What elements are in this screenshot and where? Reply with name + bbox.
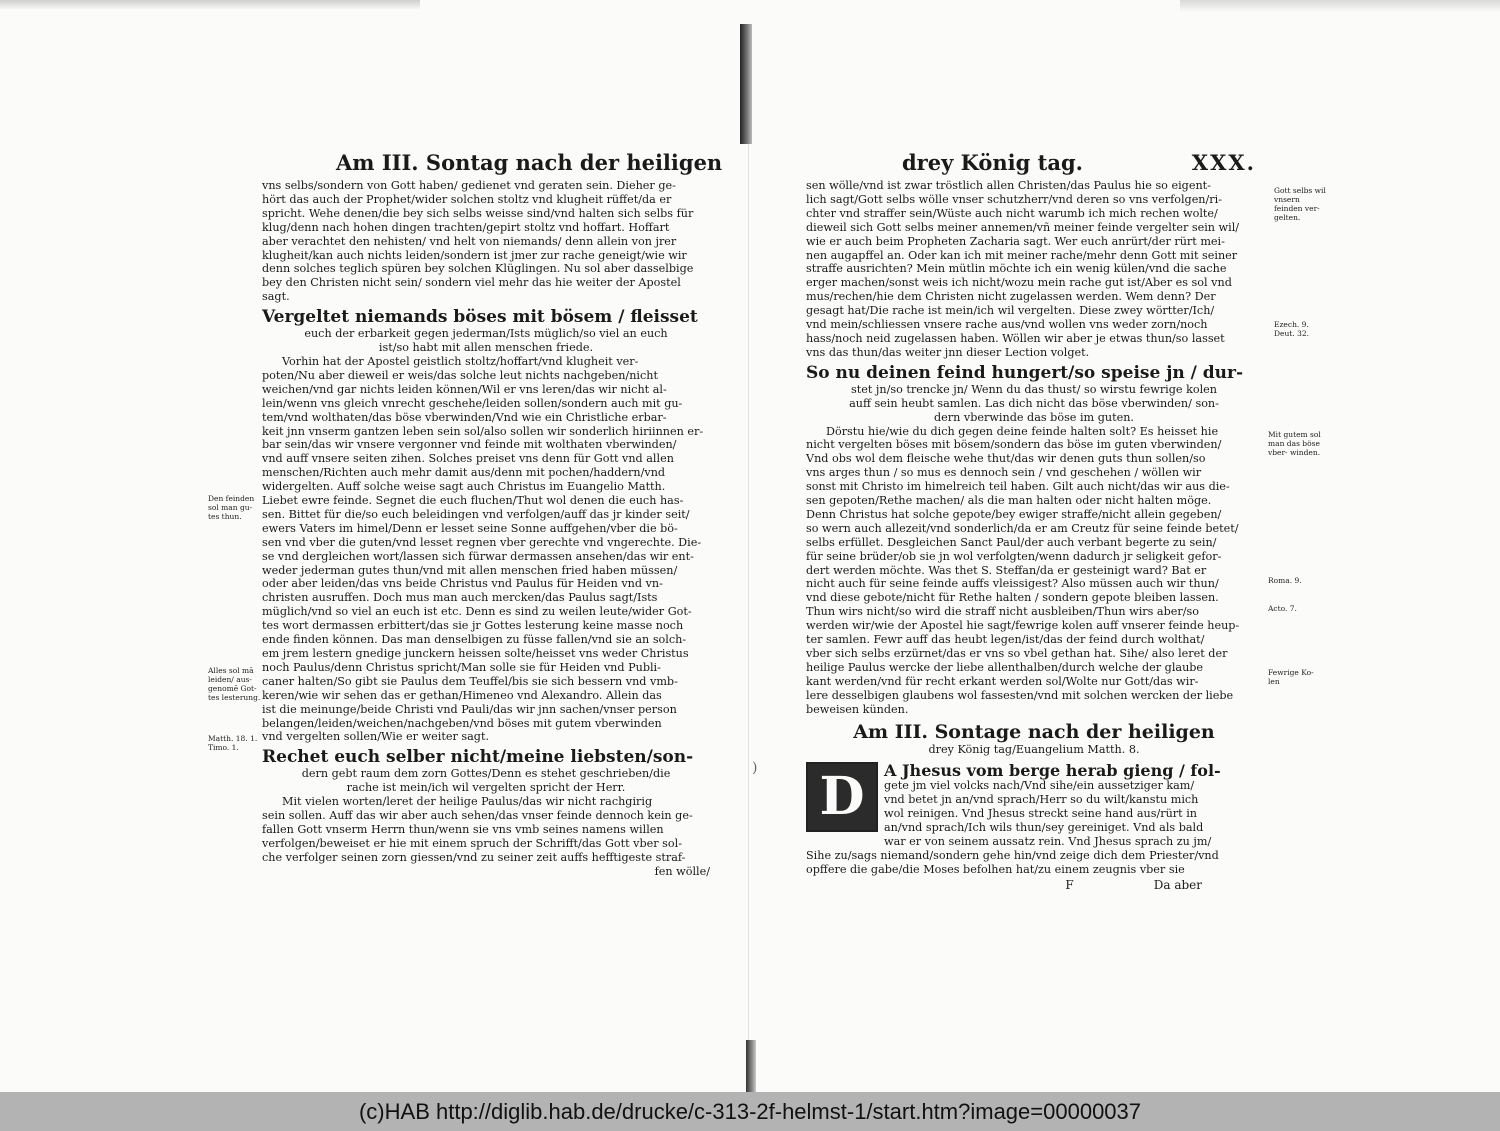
gospel-block — [806, 762, 1262, 849]
right-margin-note-4: Roma. 9. — [1268, 576, 1302, 585]
folio-number: XXX. — [1191, 150, 1256, 175]
left-last-line: fen wölle/ — [654, 864, 710, 878]
right-text-column: sen wölle/vnd ist zwar tröstlich allen Christen/das Paulus hie so eigent- lich sagt/Gott selbs wölle vnser schutzherr/vnd deren so vns verfolgen/ri- chter vnd straffer sein/Wüste auch nicht warumb ich mich rechen wolte/ dieweil sich Gott selbs meiner annemen/vñ meiner feinde vergelter sein wil/ wie er auch beim Propheten Zacharia sagt. Wer euch anrürt/der rürt mei- nen augapffel an. Oder kan ich mit meiner rache/mehr denn Gott mit seiner straffe ausrichten? Mein mütlin möchte ich ein wenig külen/vnd die sache erger machen/sonst weis ich nicht/wozu mein rache gut ist/Aber es sol vnd mus/rechen/hie dem Christen nicht zugelassen werden. Wem denn? Der gesagt hat/Die rache ist mein/ich wil vergelten. Diese zwey wörtter/Ich/ vnd mein/schliessen vnsere rache aus/vnd wollen vns weder zorn/noch hass/noch neid zugelassen haben. Wöllen wir aber je etwas thun/so lasset vns das thun/das weiter jnn dieser Lection volget. So nu deinen feind hungert/so speise jn / dur- stet jn/so trencke jn/ Wenn du das thust/ so wirstu fewrige kolen auff sein heubt samlen. Las dich nicht das böse vberwinden/ son- dern vberwinde das böse im guten. Dörstu hie/wie du dich gegen deine feinde halten solt? Es heisset hie nicht vergelten böses mit bösem/sondern das böse im guten vberwinden/ Vnd obs wol dem fleische wehe thut/das wir denen guts thun sollen/so vns arges thun / so mus es dennoch sein / vnd geschehen / wöllen wir sonst mit Christo im himelreich teil haben. Gilt auch nicht/das wir aus die- sen gepoten/Rethe machen/ als die man halten oder nicht halten möge. Denn Christus hat solche gepote/bey ewiger straffe/nicht allein gegeben/ so wern auch allezeit/vnd sonderlich/da er am Creutz für seine feinde betet/ selbs erfüllet. Desgleichen Sanct Paul/der auch verbant begerte zu sein/ für seine brüder/ob sie jn wol verfolgten/wenn dadurch jr seligkeit gefor- dert werden möchte. Was thet S. Steffan/da er gesteinigt ward? Bat er nicht auch für seine feinde auffs vleissigest? Also müssen auch wir thun/ vnd diese gebote/nicht für Rethe halten / sondern gepote bleiben lassen. Thun wirs nicht/so wird die straff nicht ausbleiben/Thun wirs aber/so werden wir/wie der Apostel hie sagt/fewrige kolen auff vnserer feinde heup- ter samlen. Fewr auff das heubt legen/ist/das der feind durch wolthat/ vber sich selbs erzürnet/das er vns so vbel gethan hat. Sihe/ also leret der heilige Paulus wercke der liebe allenthalben/durch welche der glaube kant werden/vnd für recht erkant werden sol/Wolte nur Gott/das wir- lere desselbigen glaubens wol fassesten/vnd mit solchen wercken der liebe beweisen künden. Am III. Sontage nach der heiligen drey König tag/Euangelium Matth. 8. D A Jhesus vom berge herab gieng / fol- gete jm viel volcks nach/Vnd sihe/ein aussetziger kam/ vnd betet jn an/vnd sprach/Herr so du wilt/kanstu mich wol reinigen. Vnd Jhesus streckt seine hand aus/rürt in an/vnd sprach/Ich wils thun/sey gereiniget. Vnd als bald war er von seinem aussatz rein. Vnd Jhesus sprach zu jm/ Sihe zu/sags niemand/sondern gehe hin/vnd zeige dich dem Priester/vnd opffere die gabe/die Moses befolhen hat/zu einem zeugnis vber sie F Da aber — [806, 179, 1262, 893]
left-margin-note-1: Den feinden sol man gu- tes thun. — [208, 494, 255, 521]
page-foot — [806, 879, 1262, 893]
rubric-vergeltet: Vergeltet niemands böses mit bösem / fleisset — [262, 307, 698, 328]
left-running-header: Am III. Sontag nach der heiligen — [336, 150, 723, 175]
right-margin-note-1: Gott selbs wil vnsern feinden ver- gelten. — [1274, 186, 1326, 222]
right-running-header — [806, 150, 1326, 175]
page-edge-shadow-right — [1180, 0, 1500, 12]
signature-mark: F — [1065, 877, 1074, 892]
left-intro: vns selbs/sondern von Gott haben/ gedienet vnd geraten sein. Dieher ge- hört das auch der Prophet/wider solchen stoltz vnd klugheit rüffet/da er spricht. Wehe denen/die bey sich selbs weisse sind/vnd halten sich selbs für klug/denn nach hohen dingen trachten/gepirt stoltz vnd hoffart. Hoffart aber verachtet den nehisten/ vnd helt von niemands/ denn allein von jrer klugheit/kan auch nichts leiden/sondern ist jmer zur rache geneigt/wie wir denn solches teglich spüren bey solchen Klüglingen. Nu sol aber dasselbige bey den Christen nicht sein/ sondern viel mehr das hie weiter der Apostel sagt. — [262, 179, 694, 304]
left-margin-note-2: Alles sol mā leiden/ aus- genomē Got- tes lesterung. — [208, 666, 261, 702]
left-page — [208, 150, 738, 879]
binding-gutter — [748, 144, 749, 1040]
decorated-initial: D — [806, 762, 878, 832]
catchword: Da aber — [1153, 877, 1202, 892]
right-body-1: Dörstu hie/wie du dich gegen deine feinde halten solt? Es heisset hie nicht vergelten böses mit bösem/sondern das böse im guten vberwinden/ Vnd obs wol dem fleische wehe thut/das wir denen guts thun sollen/so vns arges thun / so mus es dennoch sein / vnd geschehen / wöllen wir sonst mit Christo im himelreich teil haben. Gilt auch nicht/das wir aus die- sen gepoten/Rethe machen/ als die man halten oder nicht halten möge. Denn Christus hat solche gepote/bey ewiger straffe/nicht allein gegeben/ so wern auch allezeit/vnd sonderlich/da er am Creutz für seine feinde betet/ selbs erfüllet. Desgleichen Sanct Paul/der auch verbant begerte zu sein/ für seine brüder/ob sie jn wol verfolgten/wenn dadurch jr seligkeit gefor- dert werden möchte. Was thet S. Steffan/da er gesteinigt ward? Bat er nicht auch für seine feinde auffs vleissigest? Also müssen auch wir thun/ vnd diese gebote/nicht für Rethe halten / sondern gepote bleiben lassen. Thun wirs nicht/so wird die straff nicht ausbleiben/Thun wirs aber/so werden wir/wie der Apostel hie sagt/fewrige kolen auff vnserer feinde heup- ter samlen. Fewr auff das heubt legen/ist/das der feind durch wolthat/ vber sich selbs erzürnet/das er vns so vbel gethan hat. Sihe/ also leret der heilige Paulus wercke der liebe allenthalben/durch welche der glaube kant werden/vnd für recht erkant werden sol/Wolte nur Gott/das wir- lere desselbigen glaubens wol fassesten/vnd mit solchen wercken der liebe beweisen künden. — [806, 424, 1240, 716]
rubric-so-nu: So nu deinen feind hungert/so speise jn / dur- — [806, 362, 1244, 383]
right-page — [806, 150, 1326, 893]
page-edge-shadow — [0, 0, 420, 10]
left-margin-note-3: Matth. 18. 1. Timo. 1. — [208, 734, 258, 752]
section-heading: Am III. Sontage nach der heiligen — [853, 720, 1215, 743]
section-subheading: drey König tag/Euangelium Matth. 8. — [928, 742, 1140, 756]
margin-mark: ) — [752, 760, 758, 776]
left-body-1: Vorhin hat der Apostel geistlich stoltz/hoffart/vnd klugheit ver- poten/Nu aber dieweil er weis/das solche leut nichts nachgeben/nicht weichen/vnd gar nichts leiden können/Wil er vns leren/das wir nicht al- lein/wenn vns gleich vnrecht geschehe/leiden sollen/sondern auch mit gu- tem/vnd wolthaten/das böse vberwinden/Vnd wie ein Christliche erbar- keit jnn vnserm gantzen leben sein sol/also sollen wir sonderlich hiriinnen er- bar sein/das wir vnsere vergonner vnd feinde mit wolthaten vberwinden/ vnd auff vnsere seiten zihen. Solches preiset vns denn für Gott vnd allen menschen/Richten auch mehr damit aus/denn mit pochen/haddern/vnd widergelten. Auff solche weise sagt auch Christus im Euangelio Matth. Liebet ewre feinde. Segnet die euch fluchen/Thut wol denen die euch has- sen. Bittet für die/so euch beleidingen vnd verfolgen/auff das jr kinder seit/ ewers Vaters im himel/Denn er lesset seine Sonne auffgehen/vber die bö- sen vnd vber die guten/vnd lesset regnen vber gerechte vnd vngerechte. Die- se vnd dergleichen wort/lassen sich fürwar dermassen ansehen/das wir ent- weder jederman gutes thun/vnd mit allen menschen fried haben müssen/ oder aber leiden/das vns beide Christus vnd Paulus für Heiden vnd vn- christen ausruffen. Doch mus man auch mercken/das Paulus sagt/Ists müglich/vnd so viel an euch ist etc. Denn es sind zu weilen leute/wider Got- tes wort dermassen erbittert/das sie jr Gottes lesterung keine masse noch ende finden können. Das man denselbigen zu füsse fallen/vnd sie an solch- em jrem lestern gnedige junckern heissen solte/heisset vns weder Christus noch Paulus/denn Christus spricht/Man solle sie für Heiden vnd Publi- caner halten/So gibt sie Paulus dem Teuffel/bis sie sich bessern vnd vmb- keren/wie wir sehen das er gethan/Himeneo vnd Alexandro. Allein das ist die meinunge/beide Christi vnd Pauli/das wir jnn sachen/vnser person belangen/leiden/weichen/nachgeben/vnd böses mit gutem vberwinden vnd vergelten sollen/Wie er weiter sagt. — [262, 354, 704, 744]
gospel-text: A Jhesus vom berge herab gieng / fol- gete jm viel volcks nach/Vnd sihe/ein aussetziger kam/ vnd betet jn an/vnd sprach/Herr so du wilt/kanstu mich wol reinigen. Vnd Jhesus streckt seine hand aus/rürt in an/vnd sprach/Ich wils thun/sey gereiniget. Vnd als bald war er von seinem aussatz rein. Vnd Jhesus sprach zu jm/ — [884, 761, 1221, 849]
binding-gutter-top — [740, 24, 752, 144]
right-intro: sen wölle/vnd ist zwar tröstlich allen Christen/das Paulus hie so eigent- lich sagt/Gott selbs wölle vnser schutzherr/vnd deren so vns verfolgen/ri- chter vnd straffer sein/Wüste auch nicht warumb ich mich rechen wolte/ dieweil sich Gott selbs meiner annemen/vñ meiner feinde vergelter sein wil/ wie er auch beim Propheten Zacharia sagt. Wer euch anrürt/der rürt mei- nen augapffel an. Oder kan ich mit meiner rache/mehr denn Gott mit seiner straffe ausrichten? Mein mütlin möchte ich ein wenig külen/vnd die sache erger machen/sonst weis ich nicht/wozu mein rache gut ist/Aber es sol vnd mus/rechen/hie dem Christen nicht zugelassen werden. Wem denn? Der gesagt hat/Die rache ist mein/ich wil vergelten. Diese zwey wörtter/Ich/ vnd mein/schliessen vnsere rache aus/vnd wollen vns weder zorn/noch hass/noch neid zugelassen haben. Wöllen wir aber je etwas thun/so lasset vns das thun/das weiter jnn dieser Lection volget. — [806, 179, 1240, 359]
left-text-column: vns selbs/sondern von Gott haben/ gedienet vnd geraten sein. Dieher ge- hört das auch der Prophet/wider solchen stoltz vnd klugheit rüffet/da er spricht. Wehe denen/die bey sich selbs weisse sind/vnd halten sich selbs für klug/denn nach hohen dingen trachten/gepirt stoltz vnd hoffart. Hoffart aber verachtet den nehisten/ vnd helt von niemands/ denn allein von jrer klugheit/kan auch nichts leiden/sondern ist jmer zur rache geneigt/wie wir denn solches teglich spüren bey solchen Klüglingen. Nu sol aber dasselbige bey den Christen nicht sein/ sondern viel mehr das hie weiter der Apostel sagt. Vergeltet niemands böses mit bösem / fleisset euch der erbarkeit gegen jederman/Ists müglich/so viel an euch ist/so habt mit allen menschen friede. Vorhin hat der Apostel geistlich stoltz/hoffart/vnd klugheit ver- poten/Nu aber dieweil er weis/das solche leut nichts nachgeben/nicht weichen/vnd gar nichts leiden können/Wil er vns leren/das wir nicht al- lein/wenn vns gleich vnrecht geschehe/leiden sollen/sondern auch mit gu- tem/vnd wolthaten/das böse vberwinden/Vnd wie ein Christliche erbar- keit jnn vnserm gantzen leben sein sol/also sollen wir sonderlich hiriinnen er- bar sein/das wir vnsere vergonner vnd feinde mit wolthaten vberwinden/ vnd auff vnsere seiten zihen. Solches preiset vns denn für Gott vnd allen menschen/Richten auch mehr damit aus/denn mit pochen/haddern/vnd widergelten. Auff solche weise sagt auch Christus im Euangelio Matth. Liebet ewre feinde. Segnet die euch fluchen/Thut wol denen die euch has- sen. Bittet für die/so euch beleidingen vnd verfolgen/auff das jr kinder seit/ ewers Vaters im himel/Denn er lesset seine Sonne auffgehen/vber die bö- sen vnd vber die guten/vnd lesset regnen vber gerechte vnd vngerechte. Die- se vnd dergleichen wort/lassen sich fürwar dermassen ansehen/das wir ent- weder jederman gutes thun/vnd mit allen menschen fried haben müssen/ oder aber leiden/das vns beide Christus vnd Paulus für Heiden vnd vn- christen ausruffen. Doch mus man auch mercken/das Paulus sagt/Ists müglich/vnd so viel an euch ist etc. Denn es sind zu weilen leute/wider Got- tes wort dermassen erbittert/das sie jr Gottes lesterung keine masse noch ende finden können. Das man denselbigen zu füsse fallen/vnd sie an solch- em jrem lestern gnedige junckern heissen solte/heisset vns weder Christus noch Paulus/denn Christus spricht/Man solle sie für Heiden vnd Publi- caner halten/So gibt sie Paulus dem Teuffel/bis sie sich bessern vnd vmb- keren/wie wir sehen das er gethan/Himeneo vnd Alexandro. Allein das ist die meinunge/beide Christi vnd Pauli/das wir jnn sachen/vnser person belangen/leiden/weichen/nachgeben/vnd böses mit gutem vberwinden vnd vergelten sollen/Wie er weiter sagt. Rechet euch selber nicht/meine liebsten/son- dern gebt raum dem zorn Gottes/Denn es stehet geschrieben/die rache ist mein/ich wil vergelten spricht der Herr. Mit vielen worten/leret der heilige Paulus/das wir nicht rachgirig sein sollen. Auff das wir aber auch sehen/das vnser feinde dennoch kein ge- fallen Gott vnserm Herrn thun/wenn sie vns vmb seines namens willen verfolgen/beweiset er hie mit einem spruch der Schrifft/das Gott vber sol- che verfolger seinen zorn giessen/vnd zu seiner zeit auffs hefftigeste straf- fen wölle/ — [262, 179, 710, 878]
copyright-footer — [0, 1092, 1500, 1131]
right-margin-note-5: Acto. 7. — [1268, 604, 1297, 613]
left-body-2: Mit vielen worten/leret der heilige Paulus/das wir nicht rachgirig sein sollen. Auff das wir aber auch sehen/das vnser feinde dennoch kein ge- fallen Gott vnserm Herrn thun/wenn sie vns vmb seines namens willen verfolgen/beweiset er hie mit einem spruch der Schrifft/das Gott vber sol- che verfolger seinen zorn giessen/vnd zu seiner zeit auffs hefftigeste straf- — [262, 795, 693, 864]
binding-gutter-bottom — [746, 1040, 756, 1092]
right-header-title: drey König tag. — [902, 150, 1083, 175]
footer-credit: (c)HAB http://diglib.hab.de/drucke/c-313-2f-helmst-1/start.htm?image=00000037 — [358, 1098, 1142, 1124]
rubric-rechet: Rechet euch selber nicht/meine liebsten/son- — [262, 747, 694, 768]
right-margin-note-6: Fewrige Ko- len — [1268, 668, 1314, 686]
right-margin-note-3: Mit gutem sol man das böse vber- winden. — [1268, 430, 1321, 457]
right-margin-note-2: Ezech. 9. Deut. 32. — [1274, 320, 1309, 338]
